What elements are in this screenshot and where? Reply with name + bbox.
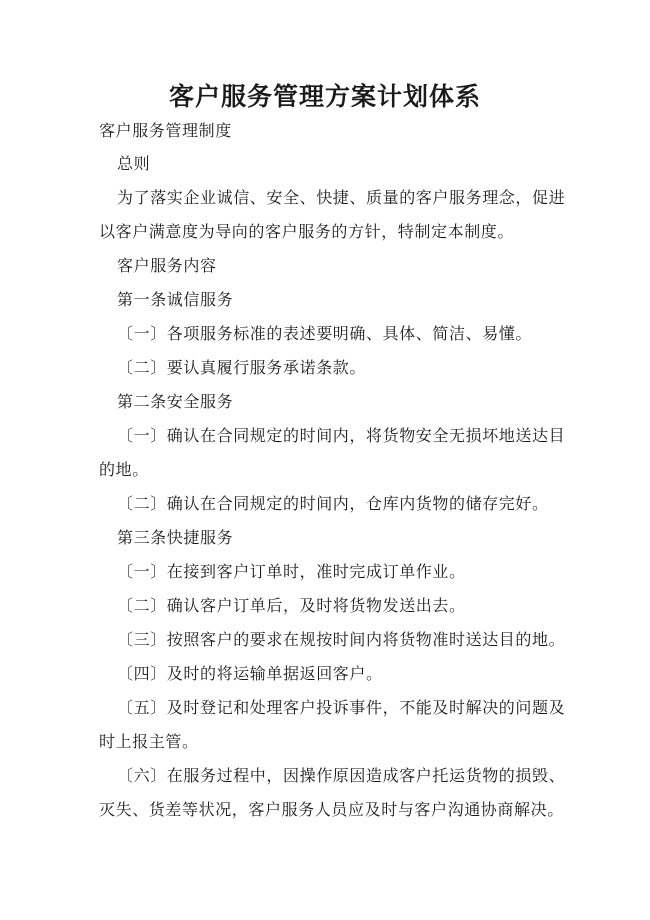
body-text: 为了落实企业诚信、安全、快捷、质量的客户服务理念，促进	[117, 188, 566, 207]
list-item: 〔二〕要认真履行服务承诺条款。	[117, 358, 367, 377]
list-item: 〔二〕确认客户订单后，及时将货物发送出去。	[117, 596, 466, 615]
article-heading: 第二条安全服务	[117, 392, 234, 411]
list-item: 〔一〕确认在合同规定的时间内，将货物安全无损坏地送达目	[117, 426, 566, 445]
list-item: 〔五〕及时登记和处理客户投诉事件，不能及时解决的问题及	[117, 698, 566, 717]
list-item: 〔六〕在服务过程中，因操作原因造成客户托运货物的损毁、	[117, 766, 566, 785]
list-item: 〔三〕按照客户的要求在规按时间内将货物准时送达目的地。	[117, 630, 566, 649]
article-heading: 第一条诚信服务	[117, 290, 234, 309]
body-text: 以客户满意度为导向的客户服务的方针，特制定本制度。	[99, 222, 515, 241]
list-item: 〔四〕及时的将运输单据返回客户。	[117, 664, 383, 683]
list-item: 〔二〕确认在合同规定的时间内，仓库内货物的储存完好。	[117, 494, 549, 513]
article-heading: 第三条快捷服务	[117, 528, 234, 547]
list-item-continuation: 的地。	[99, 460, 149, 479]
section-heading: 客户服务管理制度	[99, 121, 232, 140]
list-item-continuation: 灭失、货差等状况，客户服务人员应及时与客户沟通协商解决。	[99, 800, 564, 819]
subsection-heading: 总则	[117, 154, 151, 173]
subsection-heading: 客户服务内容	[117, 256, 217, 275]
list-item: 〔一〕在接到客户订单时，准时完成订单作业。	[117, 562, 466, 581]
document-title: 客户服务管理方案计划体系	[168, 82, 481, 111]
list-item: 〔一〕各项服务标准的表述要明确、具体、简洁、易懂。	[117, 324, 533, 343]
list-item-continuation: 时上报主管。	[99, 732, 199, 751]
